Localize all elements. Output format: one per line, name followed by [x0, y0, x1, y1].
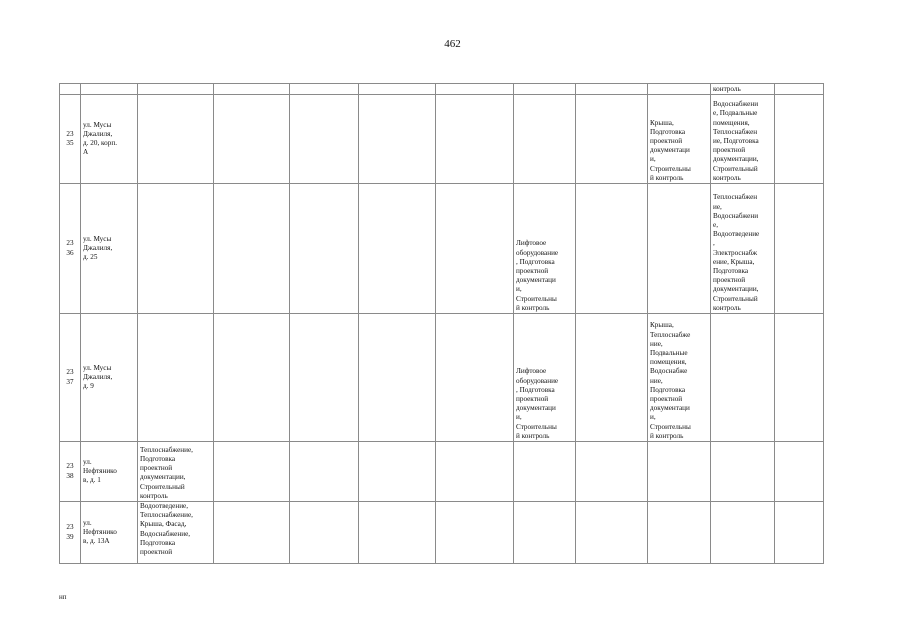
footer-mark: нп [59, 593, 67, 601]
cell [775, 95, 824, 184]
address-cell: ул. Мусы Джалиля, д. 20, корп. А [81, 95, 138, 184]
works-cell: Теплоснабжен ие, Водоснабжени e, Водоотведение , Электроснабж ение, Крыша, Подготовка проектной документации, Строительный контроль [711, 184, 775, 314]
cell [290, 442, 359, 502]
cell [290, 95, 359, 184]
cell [214, 84, 290, 95]
cell [775, 184, 824, 314]
cell [775, 502, 824, 564]
cell [81, 84, 138, 95]
cell [359, 502, 436, 564]
works-cell [514, 442, 576, 502]
works-cell: контроль [711, 84, 775, 95]
works-cell: Крыша, Теплоснабже ние, Подвальные помещения, Водоснабже ние, Подготовка проектной документаци и, Строительны й контроль [648, 314, 711, 442]
table-row [60, 442, 824, 502]
address-cell: ул. Мусы Джалиля, д. 25 [81, 184, 138, 314]
cell [514, 84, 576, 95]
cell [775, 442, 824, 502]
works-cell [514, 502, 576, 564]
works-cell [138, 314, 214, 442]
cell [436, 442, 514, 502]
cell [576, 314, 648, 442]
works-cell [138, 184, 214, 314]
cell [576, 442, 648, 502]
address-cell: ул. Нефтянико в, д. 13А [81, 502, 138, 564]
cell [214, 442, 290, 502]
address-cell: ул. Нефтянико в, д. 1 [81, 442, 138, 502]
cell [436, 314, 514, 442]
works-cell [138, 95, 214, 184]
works-cell [711, 442, 775, 502]
cell [436, 502, 514, 564]
works-cell [648, 184, 711, 314]
works-cell: Водоотведение, Теплоснабжение, Крыша, Фасад, Водоснабжение, Подготовка проектной [138, 502, 214, 564]
works-cell [648, 502, 711, 564]
cell [775, 314, 824, 442]
cell [214, 184, 290, 314]
table-row [60, 314, 824, 442]
cell [290, 314, 359, 442]
address-cell: ул. Мусы Джалиля, д. 9 [81, 314, 138, 442]
cell [290, 502, 359, 564]
page-number: 462 [444, 38, 461, 50]
continuation-row [60, 84, 824, 95]
cell [214, 314, 290, 442]
cell [290, 184, 359, 314]
cell [775, 84, 824, 95]
row-number: 23 38 [60, 442, 81, 502]
cell [359, 314, 436, 442]
cell [576, 184, 648, 314]
works-cell: Лифтовое оборудование , Подготовка проектной документаци и, Строительны й контроль [514, 314, 576, 442]
works-cell [648, 442, 711, 502]
cell [576, 84, 648, 95]
row-number: 23 39 [60, 502, 81, 564]
works-cell: Лифтовое оборудование , Подготовка проектной документаци и, Строительны й контроль [514, 184, 576, 314]
cell [214, 95, 290, 184]
table-row [60, 184, 824, 314]
table-row [60, 95, 824, 184]
cell [290, 84, 359, 95]
cell [648, 84, 711, 95]
cell [576, 502, 648, 564]
row-number: 23 36 [60, 184, 81, 314]
works-cell: Крыша, Подготовка проектной документаци и, Строительны й контроль [648, 95, 711, 184]
cell [359, 442, 436, 502]
works-cell: Теплоснабжение, Подготовка проектной документации, Строительный контроль [138, 442, 214, 502]
works-cell [514, 95, 576, 184]
row-number: 23 37 [60, 314, 81, 442]
cell [576, 95, 648, 184]
table-row [60, 502, 824, 564]
works-cell [711, 314, 775, 442]
cell [359, 95, 436, 184]
row-number: 23 35 [60, 95, 81, 184]
cell [436, 184, 514, 314]
cell [436, 84, 514, 95]
cell [214, 502, 290, 564]
cell [359, 84, 436, 95]
cell [359, 184, 436, 314]
cell [436, 95, 514, 184]
cell [138, 84, 214, 95]
cell [60, 84, 81, 95]
repair-works-table [59, 83, 824, 564]
works-cell: Водоснабжени e, Подвальные помещения, Теплоснабжен ие, Подготовка проектной документации, Строительный контроль [711, 95, 775, 184]
works-cell [711, 502, 775, 564]
